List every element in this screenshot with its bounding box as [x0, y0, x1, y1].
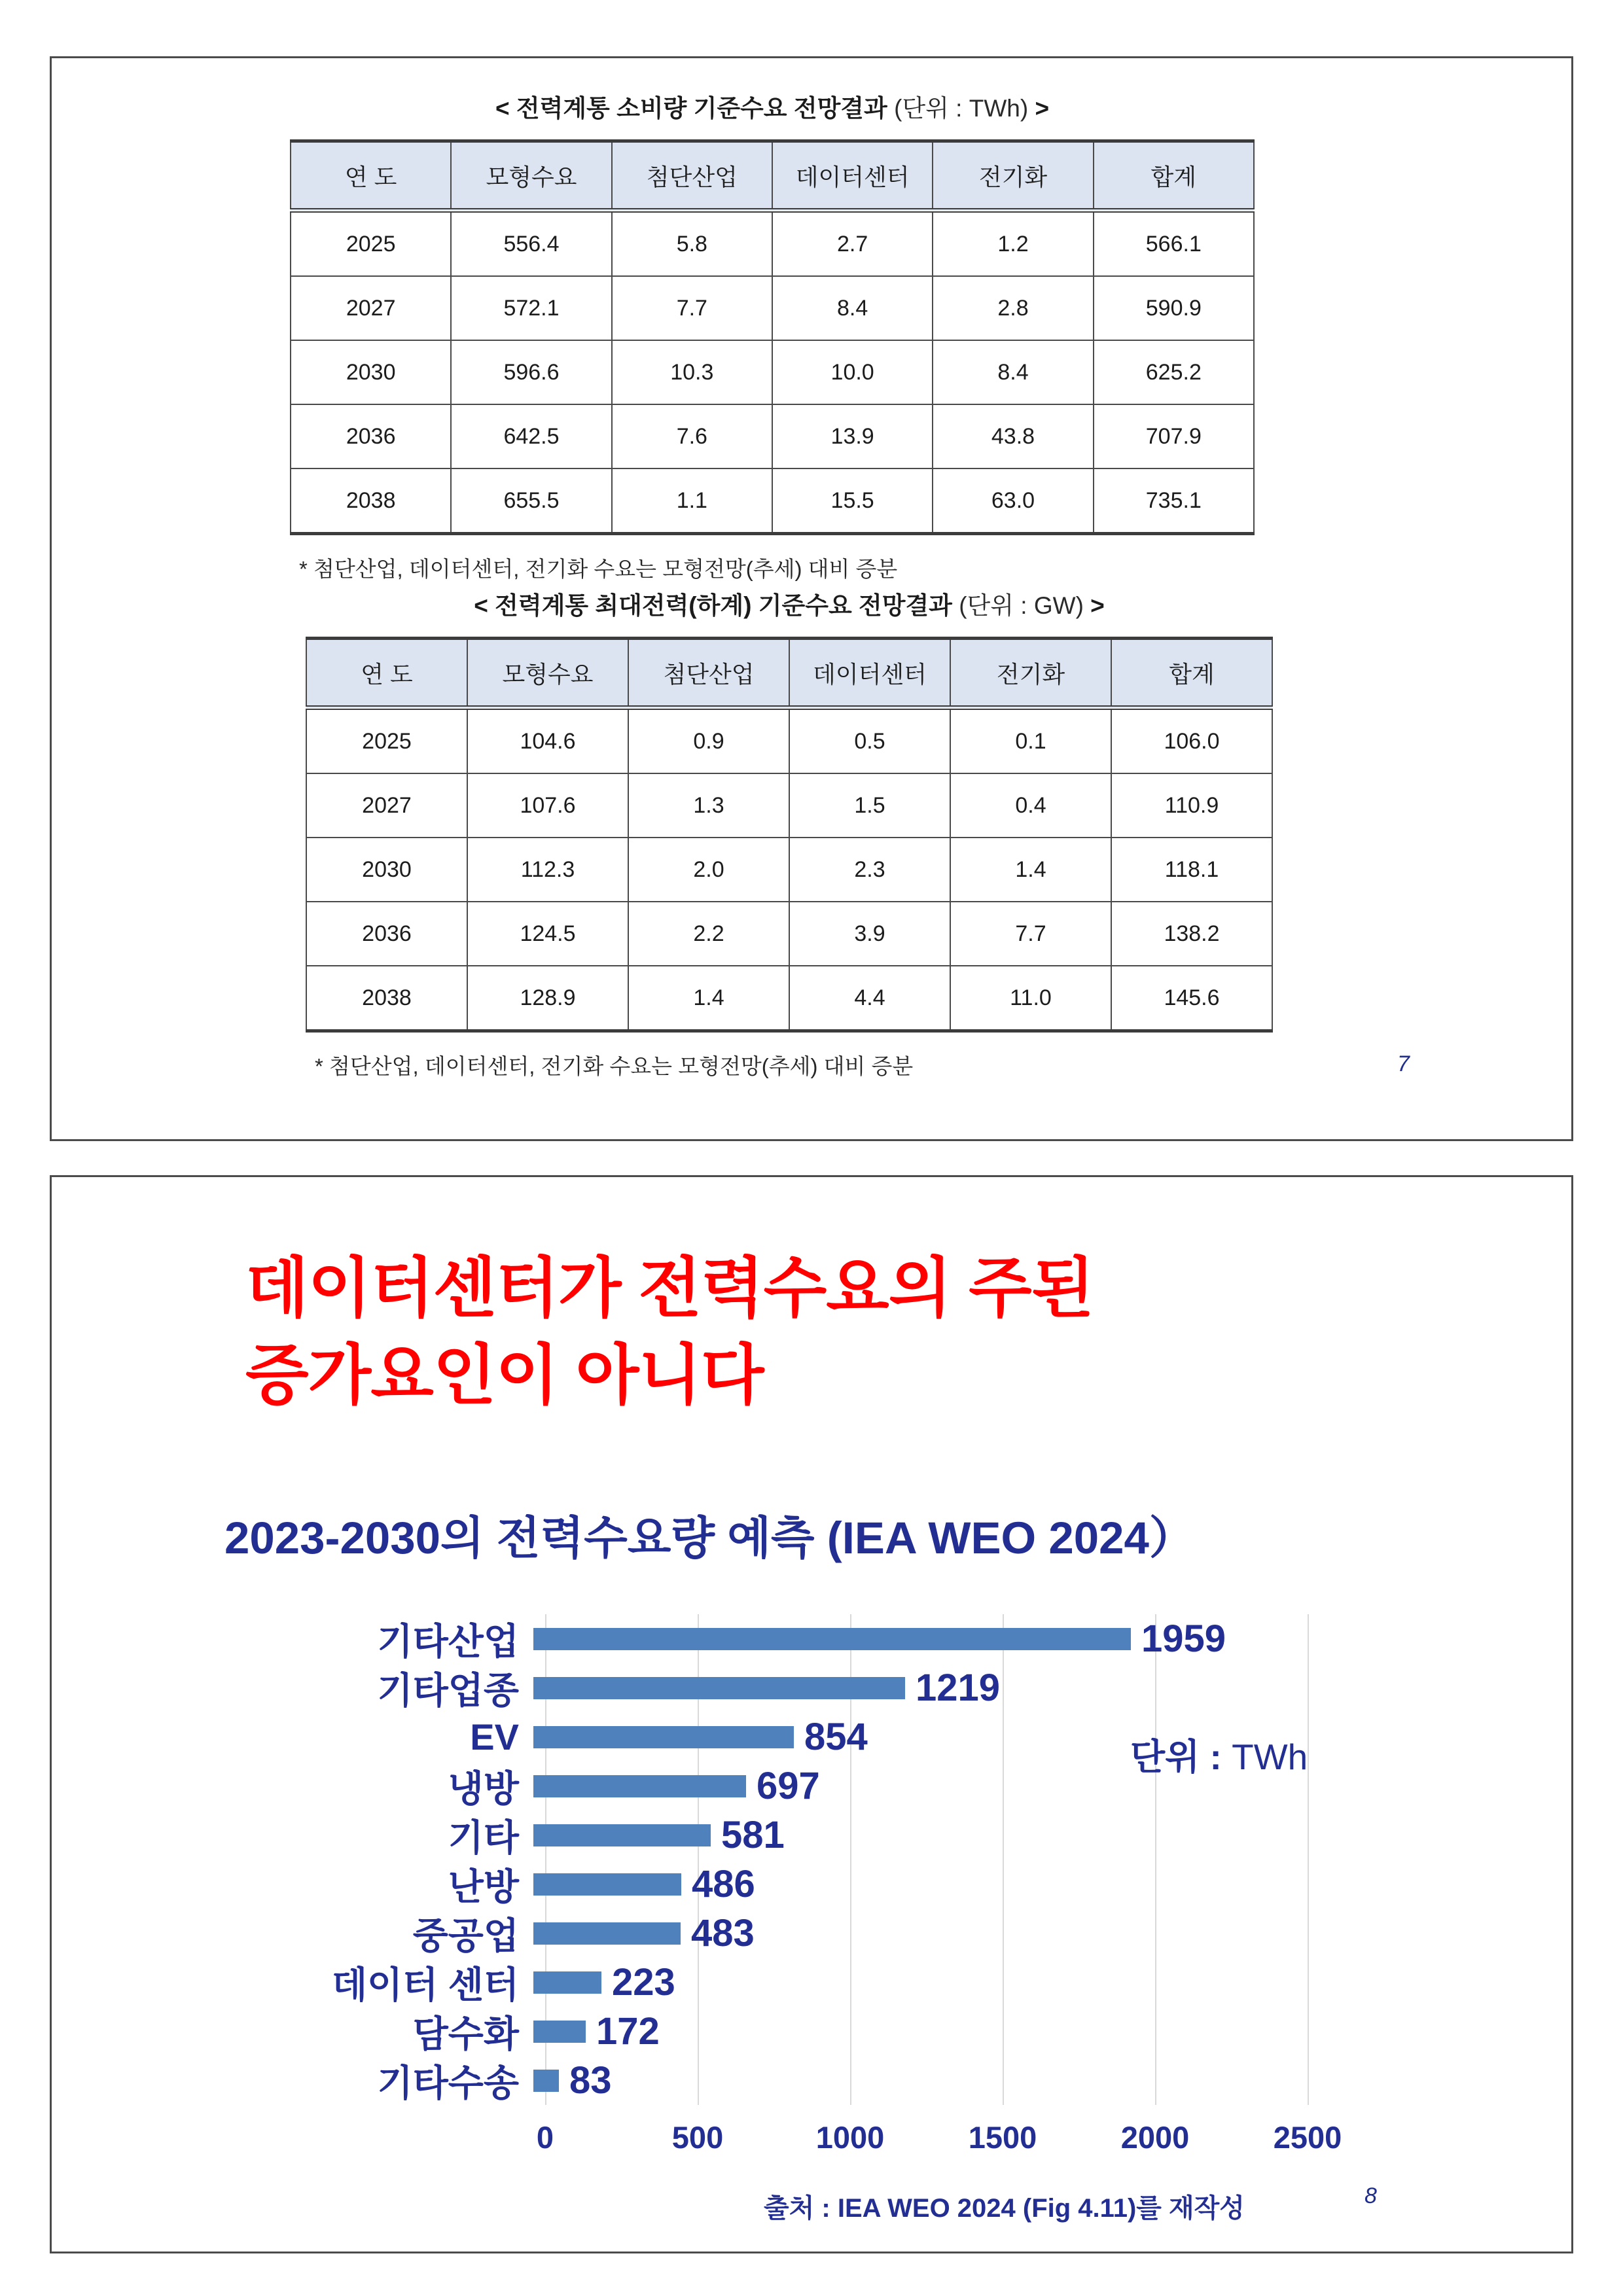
peak-table-header-row — [306, 639, 1272, 708]
table-cell: 2025 — [291, 211, 451, 277]
table-header-cell: 데이터센터 — [772, 141, 933, 211]
consumption-table-title-unit: (단위 : TWh) — [894, 95, 1029, 122]
table-cell: 2025 — [306, 708, 467, 774]
table-cell: 5.8 — [612, 211, 772, 277]
x-axis-tick-label: 1000 — [815, 2120, 885, 2155]
table-cell: 15.5 — [772, 468, 933, 534]
page-number-8: 8 — [1364, 2183, 1377, 2208]
table-cell: 11.0 — [950, 966, 1111, 1031]
bar-track — [533, 1712, 1518, 1761]
bar-value-label: 172 — [596, 2009, 660, 2053]
table-row — [306, 708, 1272, 774]
table-cell: 572.1 — [451, 276, 611, 340]
bar-value-label: 223 — [612, 1960, 675, 2004]
bar — [533, 1628, 1131, 1650]
table-cell: 7.7 — [612, 276, 772, 340]
consumption-table-header-row — [291, 141, 1254, 211]
table-cell: 2027 — [306, 773, 467, 838]
bar-value-label: 1959 — [1141, 1617, 1226, 1660]
table-header-cell: 첨단산업 — [612, 141, 772, 211]
table-cell: 2036 — [306, 902, 467, 966]
bar-track — [533, 1909, 1518, 1958]
bar-track — [533, 1958, 1518, 2007]
bar — [533, 1677, 905, 1699]
table-cell: 0.5 — [789, 708, 950, 774]
table-cell: 112.3 — [467, 838, 628, 902]
table-cell: 2038 — [291, 468, 451, 534]
table-cell: 104.6 — [467, 708, 628, 774]
bar-value-label: 83 — [569, 2058, 612, 2102]
table-header-cell: 합계 — [1094, 141, 1254, 211]
chart-unit-label — [1130, 1728, 1308, 1780]
bar — [533, 2070, 559, 2092]
peak-table-title — [306, 586, 1273, 621]
table-cell: 10.0 — [772, 340, 933, 404]
table-cell: 1.1 — [612, 468, 772, 534]
table-header-cell: 전기화 — [933, 141, 1093, 211]
chart-row — [52, 1663, 1518, 1712]
bar — [533, 2021, 586, 2043]
table-cell: 106.0 — [1111, 708, 1272, 774]
table-cell: 10.3 — [612, 340, 772, 404]
table-cell: 43.8 — [933, 404, 1093, 468]
category-label: 기타수송 — [377, 2062, 519, 2104]
chart-row — [52, 2056, 1518, 2105]
chart-unit-label-ko: 단위 : — [1130, 1737, 1222, 1777]
chart-row — [52, 1810, 1518, 1860]
page-number-7: 7 — [1397, 1051, 1410, 1076]
chart-row — [52, 2007, 1518, 2056]
chart-row — [52, 1614, 1518, 1663]
table-cell: 138.2 — [1111, 902, 1272, 966]
category-label: 담수화 — [412, 2013, 519, 2055]
table-cell: 556.4 — [451, 211, 611, 277]
consumption-table-block — [290, 88, 1255, 583]
table-cell: 124.5 — [467, 902, 628, 966]
slide-title-line2: 증가요인이 아니다 — [245, 1339, 764, 1412]
table-cell: 2.2 — [628, 902, 789, 966]
peak-table-title-close: > — [1090, 592, 1105, 619]
bar-track — [533, 2056, 1518, 2105]
table-header-cell: 합계 — [1111, 639, 1272, 708]
chart-row — [52, 1958, 1518, 2007]
x-axis-tick-label: 0 — [536, 2120, 554, 2155]
bar — [533, 1824, 711, 1846]
category-label: 냉방 — [448, 1767, 519, 1809]
table-header-cell: 모형수요 — [467, 639, 628, 708]
table-cell: 2.7 — [772, 211, 933, 277]
bar-track — [533, 1860, 1518, 1909]
table-cell: 625.2 — [1094, 340, 1254, 404]
table-cell: 2.8 — [933, 276, 1093, 340]
table-cell: 1.4 — [628, 966, 789, 1031]
table-cell: 735.1 — [1094, 468, 1254, 534]
category-label: 기타산업 — [377, 1620, 519, 1662]
table-cell: 2030 — [306, 838, 467, 902]
table-cell: 118.1 — [1111, 838, 1272, 902]
category-label: 난방 — [448, 1865, 519, 1907]
consumption-table-footnote: * 첨단산업, 데이터센터, 전기화 수요는 모형전망(추세) 대비 증분 — [299, 557, 898, 581]
bar-track — [533, 1614, 1518, 1663]
table-cell: 8.4 — [933, 340, 1093, 404]
consumption-table-title-close: > — [1035, 95, 1050, 122]
table-header-cell: 전기화 — [950, 639, 1111, 708]
slide-7 — [50, 56, 1573, 1141]
category-label: 기타업종 — [377, 1669, 519, 1711]
bar-track — [533, 2007, 1518, 2056]
category-label: 기타 — [448, 1816, 519, 1858]
table-header-cell: 연 도 — [306, 639, 467, 708]
category-label: 중공업 — [412, 1915, 519, 1956]
table-cell: 7.7 — [950, 902, 1111, 966]
table-row — [306, 838, 1272, 902]
x-axis-tick-label: 500 — [671, 2120, 724, 2155]
table-cell: 0.4 — [950, 773, 1111, 838]
table-header-cell: 연 도 — [291, 141, 451, 211]
table-header-cell: 데이터센터 — [789, 639, 950, 708]
category-label: EV — [470, 1716, 519, 1757]
table-cell: 596.6 — [451, 340, 611, 404]
chart-unit-label-en: TWh — [1221, 1737, 1308, 1777]
table-header-cell: 첨단산업 — [628, 639, 789, 708]
consumption-table — [290, 139, 1255, 535]
peak-table-title-unit: (단위 : GW) — [959, 592, 1084, 619]
table-row — [291, 404, 1254, 468]
table-cell: 0.9 — [628, 708, 789, 774]
bar — [533, 1971, 601, 1994]
table-cell: 13.9 — [772, 404, 933, 468]
chart-row — [52, 1860, 1518, 1909]
table-cell: 2030 — [291, 340, 451, 404]
table-cell: 4.4 — [789, 966, 950, 1031]
slide-8 — [50, 1175, 1573, 2253]
table-cell: 128.9 — [467, 966, 628, 1031]
bar-chart — [52, 1614, 1518, 2105]
consumption-table-title-main: < 전력계통 소비량 기준수요 전망결과 — [495, 95, 887, 122]
table-cell: 590.9 — [1094, 276, 1254, 340]
table-cell: 1.3 — [628, 773, 789, 838]
consumption-table-title — [290, 88, 1255, 124]
table-cell: 2036 — [291, 404, 451, 468]
peak-table — [306, 637, 1273, 1033]
bar-value-label: 697 — [757, 1764, 820, 1807]
bar — [533, 1775, 746, 1797]
bar-value-label: 581 — [721, 1813, 785, 1856]
category-label: 데이터 센터 — [331, 1964, 519, 2005]
table-cell: 655.5 — [451, 468, 611, 534]
table-cell: 145.6 — [1111, 966, 1272, 1031]
bar-value-label: 483 — [691, 1911, 755, 1954]
table-row — [291, 468, 1254, 534]
table-cell: 8.4 — [772, 276, 933, 340]
table-cell: 7.6 — [612, 404, 772, 468]
bar-track — [533, 1810, 1518, 1860]
table-row — [306, 773, 1272, 838]
table-cell: 566.1 — [1094, 211, 1254, 277]
bar — [533, 1873, 681, 1896]
table-cell: 707.9 — [1094, 404, 1254, 468]
table-cell: 63.0 — [933, 468, 1093, 534]
x-axis-tick-label: 2000 — [1120, 2120, 1190, 2155]
slide-title — [245, 1245, 1094, 1419]
chart-row — [52, 1909, 1518, 1958]
bar-track — [533, 1761, 1518, 1810]
peak-table-footnote: * 첨단산업, 데이터센터, 전기화 수요는 모형전망(추세) 대비 증분 — [315, 1054, 914, 1078]
bar — [533, 1726, 794, 1748]
table-cell: 1.4 — [950, 838, 1111, 902]
table-row — [306, 966, 1272, 1031]
peak-table-block — [306, 586, 1273, 1080]
bar-track — [533, 1663, 1518, 1712]
table-cell: 2038 — [306, 966, 467, 1031]
table-cell: 107.6 — [467, 773, 628, 838]
chart-title: 2023-2030의 전력수요량 예측 (IEA WEO 2024） — [224, 1513, 1194, 1563]
x-axis-tick-label: 2500 — [1273, 2120, 1342, 2155]
table-cell: 1.5 — [789, 773, 950, 838]
table-cell: 2.0 — [628, 838, 789, 902]
table-cell: 642.5 — [451, 404, 611, 468]
chart-source: 출처 : IEA WEO 2024 (Fig 4.11)를 재작성 — [764, 2194, 1245, 2223]
bar-value-label: 486 — [692, 1862, 755, 1905]
table-header-cell: 모형수요 — [451, 141, 611, 211]
table-row — [306, 902, 1272, 966]
table-cell: 0.1 — [950, 708, 1111, 774]
table-cell: 2.3 — [789, 838, 950, 902]
table-cell: 2027 — [291, 276, 451, 340]
bar-value-label: 854 — [804, 1715, 868, 1758]
bar — [533, 1922, 681, 1945]
x-axis-tick-label: 1500 — [968, 2120, 1037, 2155]
table-cell: 3.9 — [789, 902, 950, 966]
slide-title-line1: 데이터센터가 전력수요의 주된 — [245, 1252, 1094, 1325]
table-row — [291, 340, 1254, 404]
table-cell: 1.2 — [933, 211, 1093, 277]
bar-value-label: 1219 — [916, 1666, 1001, 1709]
table-row — [291, 211, 1254, 277]
table-row — [291, 276, 1254, 340]
table-cell: 110.9 — [1111, 773, 1272, 838]
peak-table-title-main: < 전력계통 최대전력(하계) 기준수요 전망결과 — [474, 592, 952, 619]
chart-x-axis — [536, 2119, 1342, 2159]
